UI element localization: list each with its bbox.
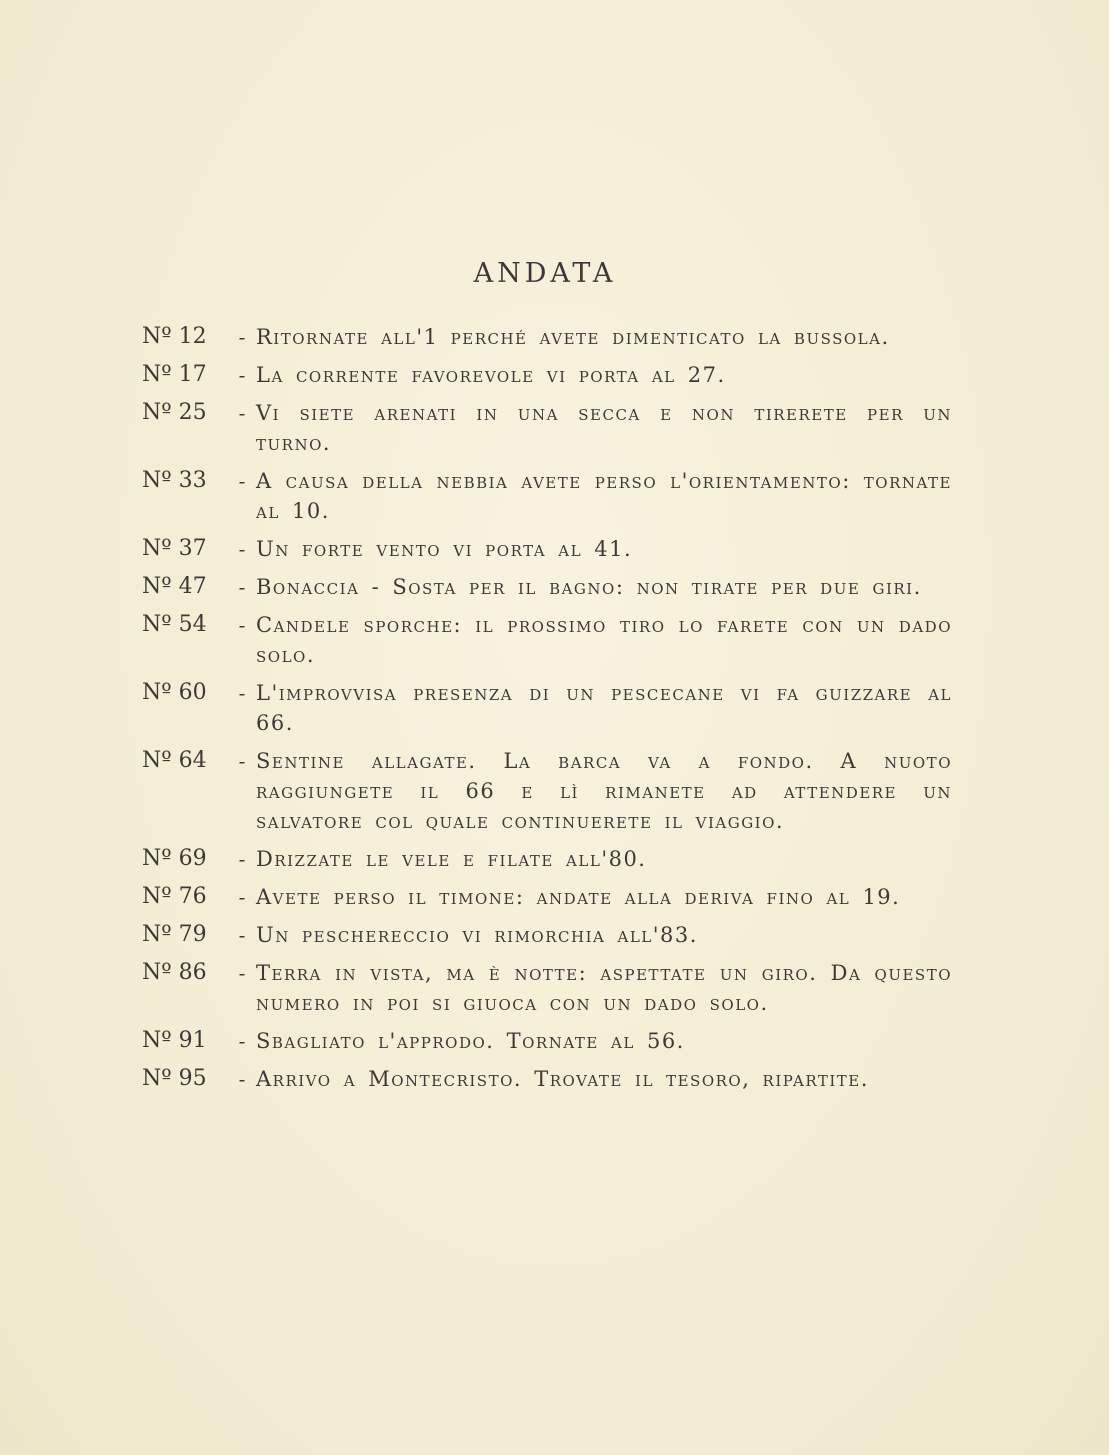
dash-separator: - <box>238 885 246 909</box>
entry-number: Nº 12 <box>142 324 207 349</box>
entry-number: Nº 76 <box>142 884 207 909</box>
dash-separator: - <box>238 469 246 493</box>
dash-separator: - <box>238 749 246 773</box>
list-item <box>142 678 952 738</box>
list-item <box>142 610 952 670</box>
list-item <box>142 958 952 1018</box>
entry-number: Nº 37 <box>142 536 207 561</box>
entry-text: Bonaccia - Sosta per il bagno: non tirate per due giri. <box>256 575 922 599</box>
entry-list <box>142 322 952 1102</box>
dash-separator: - <box>238 363 246 387</box>
dash-separator: - <box>238 847 246 871</box>
dash-separator: - <box>238 537 246 561</box>
list-item <box>142 1026 952 1056</box>
entry-number: Nº 64 <box>142 748 207 773</box>
entry-number: Nº 17 <box>142 362 207 387</box>
list-item <box>142 322 952 352</box>
entry-text: A causa della nebbia avete perso l'orientamento: tornate al 10. <box>256 469 952 523</box>
list-item <box>142 882 952 912</box>
list-item <box>142 360 952 390</box>
dash-separator: - <box>238 575 246 599</box>
list-item <box>142 534 952 564</box>
dash-separator: - <box>238 1029 246 1053</box>
dash-separator: - <box>238 681 246 705</box>
list-item <box>142 398 952 458</box>
page-title: ANDATA <box>473 258 617 289</box>
entry-text: Un peschereccio vi rimorchia all'83. <box>256 923 698 947</box>
list-item <box>142 466 952 526</box>
dash-separator: - <box>238 1067 246 1091</box>
dash-separator: - <box>238 961 246 985</box>
entry-text: Sbagliato l'approdo. Tornate al 56. <box>256 1029 685 1053</box>
list-item <box>142 1064 952 1094</box>
entry-text: Avete perso il timone: andate alla deriva fino al 19. <box>256 885 901 909</box>
dash-separator: - <box>238 325 246 349</box>
entry-number: Nº 79 <box>142 922 207 947</box>
entry-number: Nº 95 <box>142 1066 207 1091</box>
entry-number: Nº 33 <box>142 468 207 493</box>
entry-number: Nº 25 <box>142 400 207 425</box>
entry-text: Vi siete arenati in una secca e non tirerete per un turno. <box>256 401 952 455</box>
entry-text: Terra in vista, ma è notte: aspettate un giro. Da questo numero in poi si giuoca con un dado solo. <box>256 961 952 1015</box>
entry-number: Nº 54 <box>142 612 207 637</box>
entry-text: Un forte vento vi porta al 41. <box>256 537 633 561</box>
entry-number: Nº 60 <box>142 680 207 705</box>
dash-separator: - <box>238 923 246 947</box>
entry-text: La corrente favorevole vi porta al 27. <box>256 363 726 387</box>
list-item <box>142 572 952 602</box>
entry-number: Nº 69 <box>142 846 207 871</box>
list-item <box>142 844 952 874</box>
entry-number: Nº 47 <box>142 574 207 599</box>
list-item <box>142 746 952 836</box>
entry-text: Sentine allagate. La barca va a fondo. A nuoto raggiungete il 66 e lì rimanete ad attendere un salvatore col quale continuerete il viaggio. <box>256 749 952 833</box>
list-item <box>142 920 952 950</box>
entry-text: Ritornate all'1 perché avete dimenticato la bussola. <box>256 325 890 349</box>
entry-number: Nº 91 <box>142 1028 207 1053</box>
entry-text: Drizzate le vele e filate all'80. <box>256 847 647 871</box>
entry-text: Candele sporche: il prossimo tiro lo farete con un dado solo. <box>256 613 952 667</box>
dash-separator: - <box>238 613 246 637</box>
dash-separator: - <box>238 401 246 425</box>
entry-text: L'improvvisa presenza di un pescecane vi fa guizzare al 66. <box>256 681 952 735</box>
entry-number: Nº 86 <box>142 960 207 985</box>
entry-text: Arrivo a Montecristo. Trovate il tesoro, ripartite. <box>256 1067 869 1091</box>
